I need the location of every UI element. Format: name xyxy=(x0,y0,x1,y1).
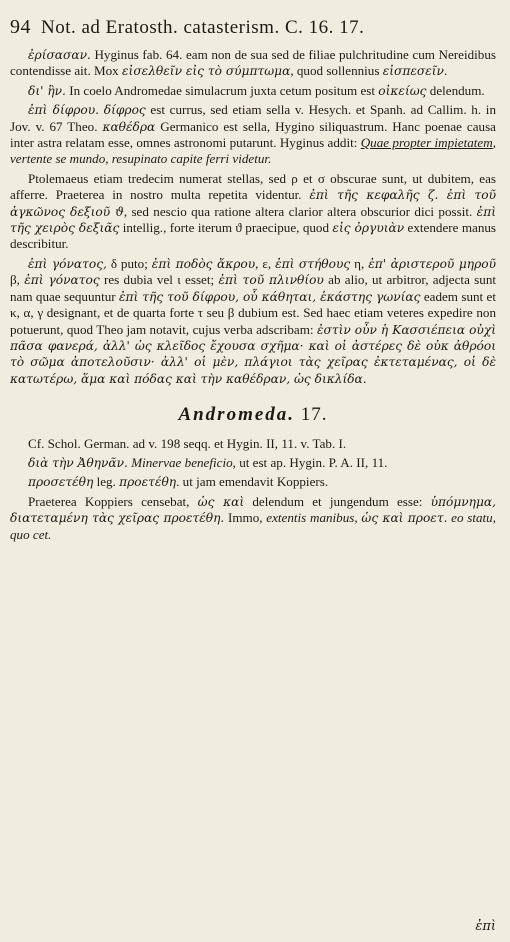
running-title: Not. ad Eratosth. catasterism. C. 16. 17. xyxy=(41,17,365,38)
note-paragraph: δι' ἣν. In coelo Andromedae simulacrum juxta cetum positum est οἰκείως delendum. xyxy=(28,82,485,98)
note-paragraph: ἐπὶ δίφρου. δίφρος est currus, sed etiam sella v. Hesych. et Spanh. ad Callim. h. in Jov. v. 67 Theo. καθέδρα Germanico est sella, Hygino siliquastrum. Hanc poenae causa inter astra relatam esse, omnes astronomi putarunt. Hyginus addit: Quae propter impietatem, vertente se mundo, resupinato capite ferri videtur. xyxy=(10,102,496,167)
note-paragraph: ἐπὶ γόνατος, δ puto; ἐπὶ ποδὸς ἄκρου, ε, ἐπὶ στήθους η, ἐπ' ἀριστεροῦ μηροῦ β, ἐπὶ γόνατος res dubia vel ι esset; ἐπὶ τοῦ πλινθίου ab alio, ut arbitror, adjecta sunt nam quae sequuntur ἐπὶ τῆς τοῦ δίφρου, οὗ κάθηται, ἑκάστης γωνίας eadem sunt et κ, α, γ designant, et de quarta forte τ seu β dubium est. Sed haec etiam veteres expedire non potuerunt, quod Theo jam notavit, cujus verba adscribam: ἐστὶν οὖν ἡ Κασσιέπεια οὐχὶ πᾶσα φανερά, ἀλλ' ὡς κλεῖδος ἔχουσα σχῆμα· καὶ οἱ ἀστέρες δὲ οὐκ ἀθρόοι τὸ σῶμα ἀποτελοῦσιν· ἀλλ' οἱ μὲν, πλάγιοι τὰς χεῖρας ἐκτεταμένας, οἱ δὲ κατωτέρω, ἅμα καὶ πόδας καὶ τὴν καθέδραν, ὡς δικλίδα. xyxy=(10,255,497,386)
page-body xyxy=(10,47,496,543)
page-header xyxy=(10,16,496,39)
note-paragraph: ἐρίσασαν. Hyginus fab. 64. eam non de sua sed de filiae pulchritudine cum Nereidibus contendisse ait. Mox εἰσελθεῖν εἰς τὸ σύμπτωμα, quod sollennius εἰσπεσεῖν. xyxy=(10,47,496,79)
note-paragraph: Cf. Schol. German. ad v. 198 seqq. et Hygin. II, 11. v. Tab. I. xyxy=(28,435,347,451)
note-paragraph: Ptolemaeus etiam tredecim numerat stellas, sed ρ et σ obscurae sunt, ut dubitem, eas afferre. Praeterea in nostro multa repetita videntur. ἐπὶ τῆς κεφαλῆς ζ. ἐπὶ τοῦ ἀγκῶνος δεξιοῦ ϑ, sed nescio qua ratione altera clarior altera obscurior dici possit. ἐπὶ τῆς χειρὸς δεξιᾶς intellig., forte iterum ϑ praecipue, quod εἰς ὀργυιὰν extendere manus describitur. xyxy=(10,170,497,252)
note-paragraph: διὰ τὴν Ἀθηνᾶν. Minervae beneficio, ut est ap. Hygin. P. A. II, 11. xyxy=(28,454,388,470)
note-paragraph: προσετέθη leg. προετέθη. ut jam emendavit Koppiers. xyxy=(28,474,329,490)
page-number: 94 xyxy=(10,16,31,38)
note-paragraph: Praeterea Koppiers censebat, ὡς καὶ delendum et jungendum esse: ὑπόμνημα, διατεταμένη τὰς χεῖρας προετέθη. Immo, extentis manibus, ὡς καὶ προετ. eo statu, quo cet. xyxy=(10,493,497,542)
catchword: ἐπὶ xyxy=(475,919,496,934)
section-heading: Andromeda. 17. xyxy=(178,404,328,426)
